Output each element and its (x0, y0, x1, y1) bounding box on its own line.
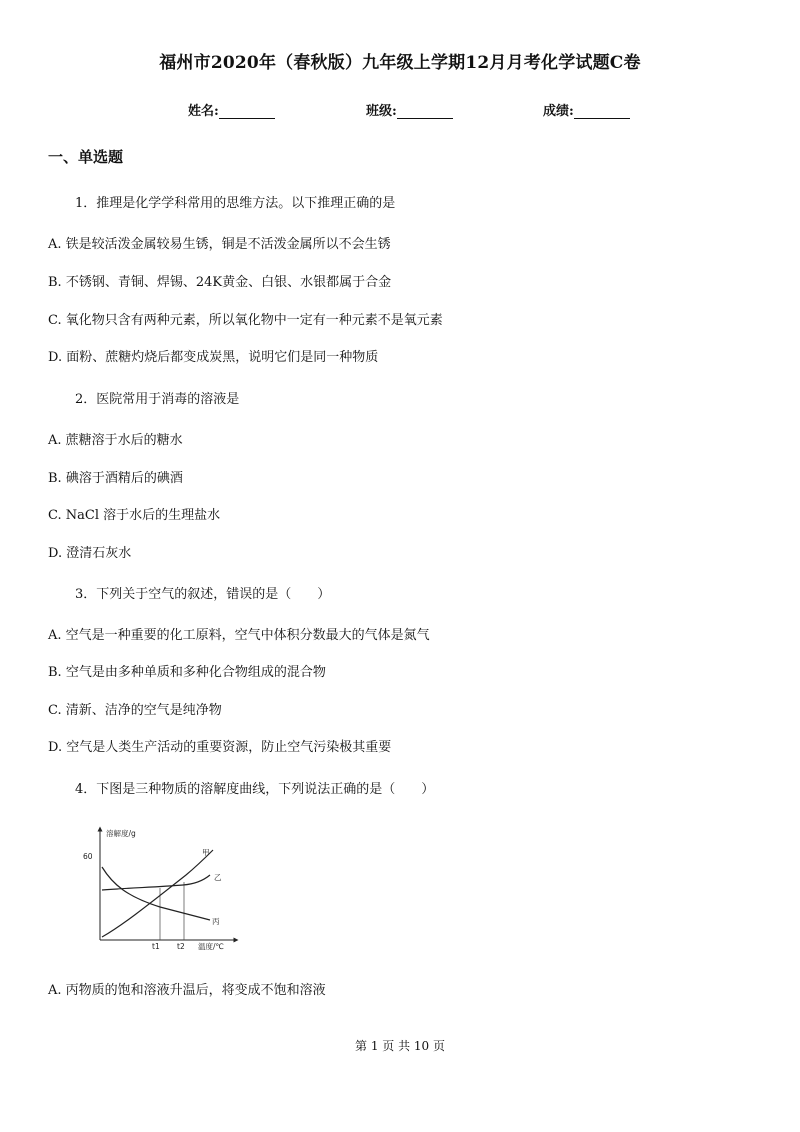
series-yi-label: 乙 (214, 873, 222, 882)
name-label: 姓名: (188, 104, 219, 119)
question-1-option-b: B. 不锈钢、青铜、焊锡、24K黄金、白银、水银都属于合金 (48, 275, 392, 290)
question-3-option-d: D. 空气是人类生产活动的重要资源，防止空气污染极其重要 (48, 740, 392, 755)
question-4-stem: 4．下图是三种物质的溶解度曲线，下列说法正确的是（ ） (75, 782, 435, 797)
question-3-option-b: B. 空气是由多种单质和多种化合物组成的混合物 (48, 665, 326, 680)
question-3-option-c: C. 清新、洁净的空气是纯净物 (48, 703, 222, 718)
name-blank (219, 104, 275, 119)
question-2-option-c: C. NaCl 溶于水后的生理盐水 (48, 508, 221, 523)
question-1-option-a: A. 铁是较活泼金属较易生锈，铜是不活泼金属所以不会生锈 (48, 237, 391, 252)
question-4-option-a: A. 丙物质的饱和溶液升温后，将变成不饱和溶液 (48, 983, 326, 998)
x-axis-label: 温度/℃ (198, 942, 224, 951)
question-1-stem: 1．推理是化学学科常用的思维方法。以下推理正确的是 (75, 196, 396, 211)
series-bing-label: 丙 (212, 917, 220, 926)
class-field (366, 100, 453, 119)
x-tick-label-t2: t2 (177, 942, 185, 951)
score-label: 成绩: (543, 104, 574, 119)
question-2-stem: 2．医院常用于消毒的溶液是 (75, 392, 240, 407)
y-tick-label: 60 (83, 852, 93, 861)
question-2-option-d: D. 澄清石灰水 (48, 546, 132, 561)
y-axis-label: 溶解度/g (106, 829, 136, 838)
series-bing-line (102, 867, 210, 920)
question-2-option-a: A. 蔗糖溶于水后的糖水 (48, 433, 183, 448)
x-tick-label-t1: t1 (152, 942, 160, 951)
section-heading: 一、单选题 (48, 148, 124, 166)
question-3-option-a: A. 空气是一种重要的化工原料，空气中体积分数最大的气体是氮气 (48, 628, 430, 643)
solubility-chart (78, 825, 248, 955)
question-2-option-b: B. 碘溶于酒精后的碘酒 (48, 471, 183, 486)
question-3-stem: 3．下列关于空气的叙述，错误的是（ ） (75, 587, 331, 602)
score-blank (574, 104, 630, 119)
series-yi-line (102, 875, 210, 890)
page-footer: 第 1 页 共 10 页 (355, 1039, 445, 1053)
document-title: 福州市2020年（春秋版）九年级上学期12月月考化学试题C卷 (159, 53, 641, 73)
question-1-option-d: D. 面粉、蔗糖灼烧后都变成炭黑，说明它们是同一种物质 (48, 350, 379, 365)
score-field (543, 100, 630, 119)
series-jia-label: 甲 (202, 848, 210, 857)
class-label: 班级: (366, 104, 397, 119)
class-blank (397, 104, 453, 119)
series-jia-line (102, 850, 213, 937)
name-field (188, 100, 275, 119)
question-1-option-c: C. 氧化物只含有两种元素，所以氧化物中一定有一种元素不是氧元素 (48, 313, 443, 328)
